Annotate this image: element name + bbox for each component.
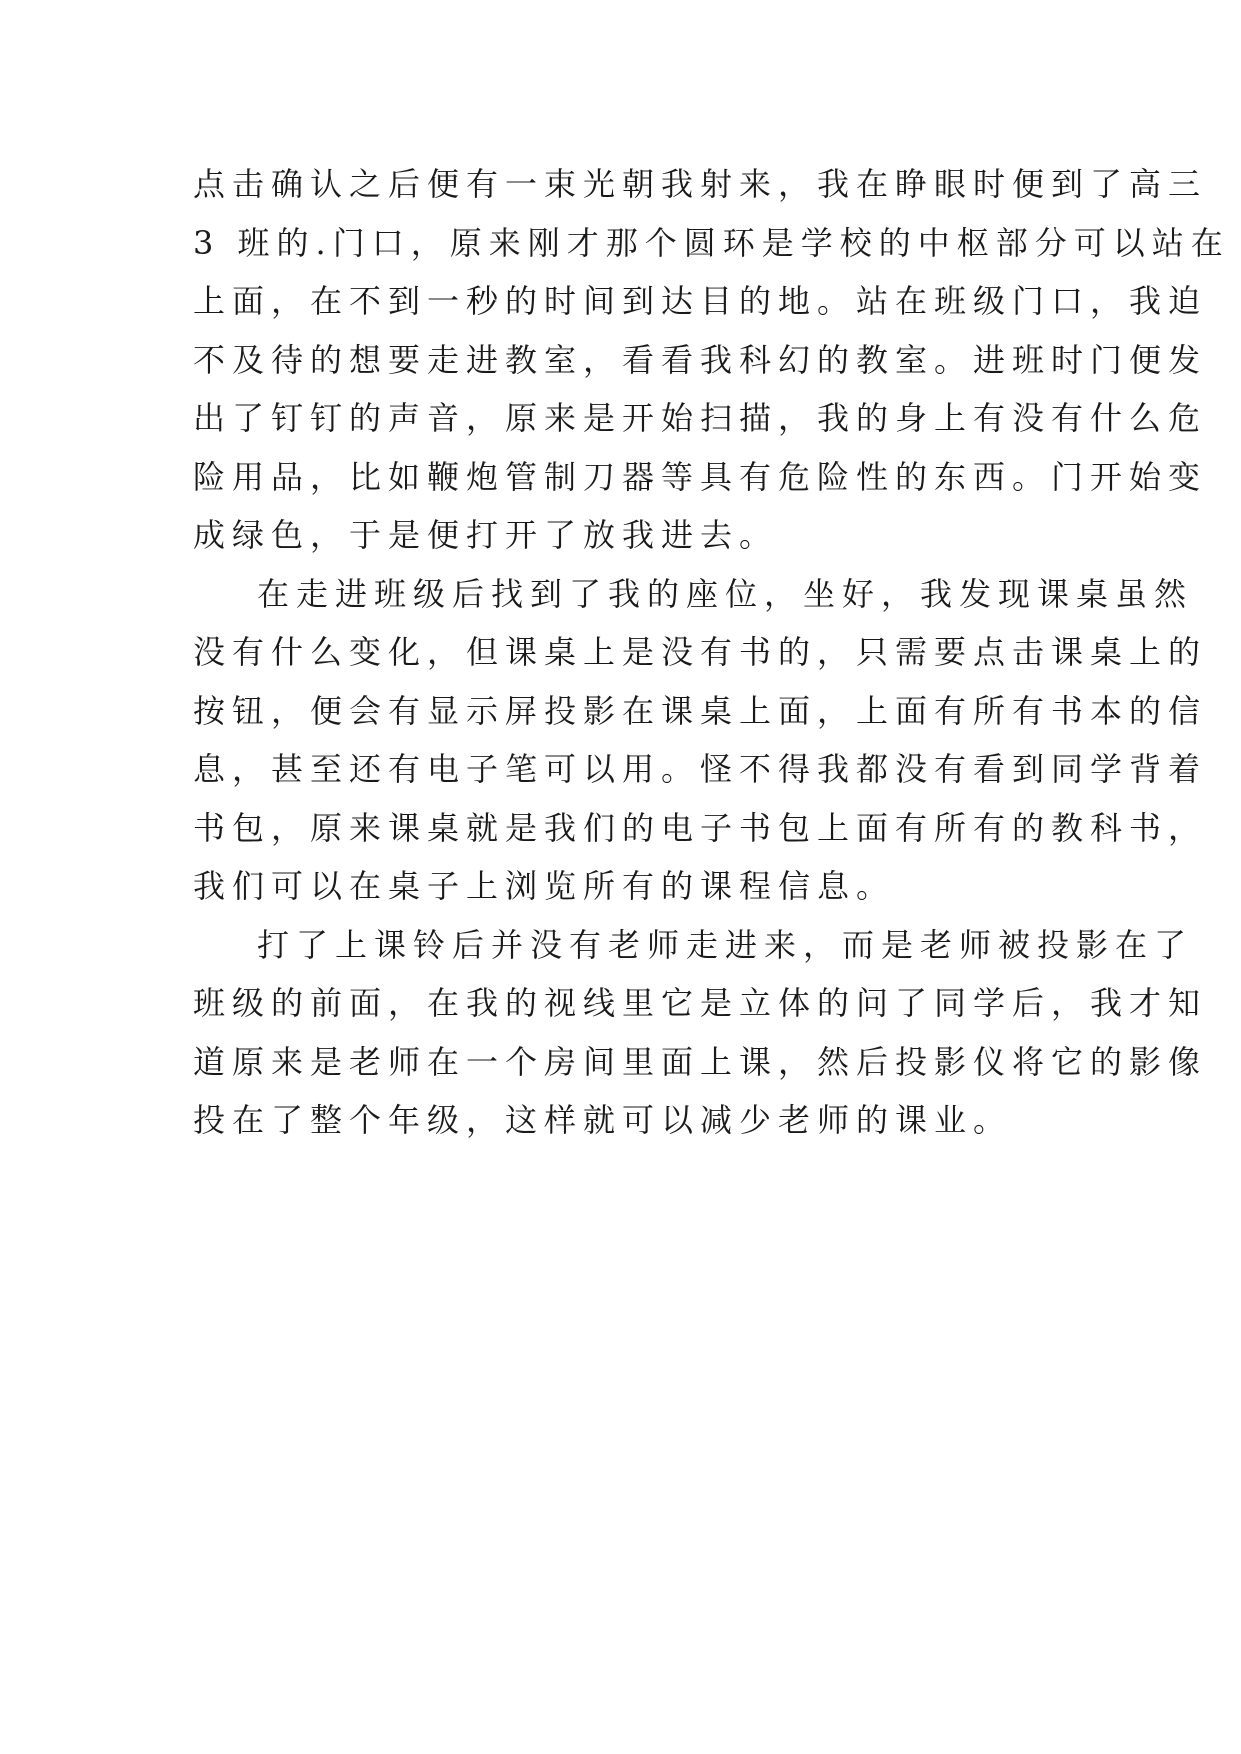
text-line: 打了上课铃后并没有老师走进来，而是老师被投影在了 <box>257 925 1194 964</box>
text-line: 没有什么变化，但课桌上是没有书的，只需要点击课桌上的 <box>193 633 1208 671</box>
text-line: 投在了整个年级，这样就可以减少老师的课业。 <box>193 1101 1013 1139</box>
text-line: 道原来是老师在一个房间里面上课，然后投影仪将它的影像 <box>193 1042 1208 1081</box>
text-line: 点击确认之后便有一束光朝我射来，我在睁眼时便到了高三 <box>193 165 1208 203</box>
text-line: 成绿色，于是便打开了放我进去。 <box>193 516 779 554</box>
document-body <box>193 155 1230 1150</box>
paragraph-3 <box>193 916 1208 1150</box>
text-line: 书包，原来课桌就是我们的电子书包上面有所有的教科书， <box>193 808 1208 847</box>
text-line: 3 班的.门口，原来刚才那个圆环是学校的中枢部分可以站在 <box>193 223 1230 262</box>
text-line: 息，甚至还有电子笔可以用。怪不得我都没有看到同学背着 <box>193 750 1208 788</box>
paragraph-1 <box>193 155 1230 565</box>
text-line: 险用品，比如鞭炮管制刀器等具有危险性的东西。门开始变 <box>193 457 1208 496</box>
paragraph-2 <box>193 565 1208 916</box>
text-line: 上面，在不到一秒的时间到达目的地。站在班级门口，我迫 <box>193 282 1208 320</box>
text-line: 我们可以在桌子上浏览所有的课程信息。 <box>193 867 896 905</box>
text-line: 按钮，便会有显示屏投影在课桌上面，上面有所有书本的信 <box>193 691 1208 730</box>
text-line: 不及待的想要走进教室，看看我科幻的教室。进班时门便发 <box>193 340 1208 379</box>
text-line: 班级的前面，在我的视线里它是立体的问了同学后，我才知 <box>193 984 1208 1022</box>
text-line: 在走进班级后找到了我的座位，坐好，我发现课桌虽然 <box>257 574 1194 613</box>
text-line: 出了钉钉的声音，原来是开始扫描，我的身上有没有什么危 <box>193 399 1208 437</box>
